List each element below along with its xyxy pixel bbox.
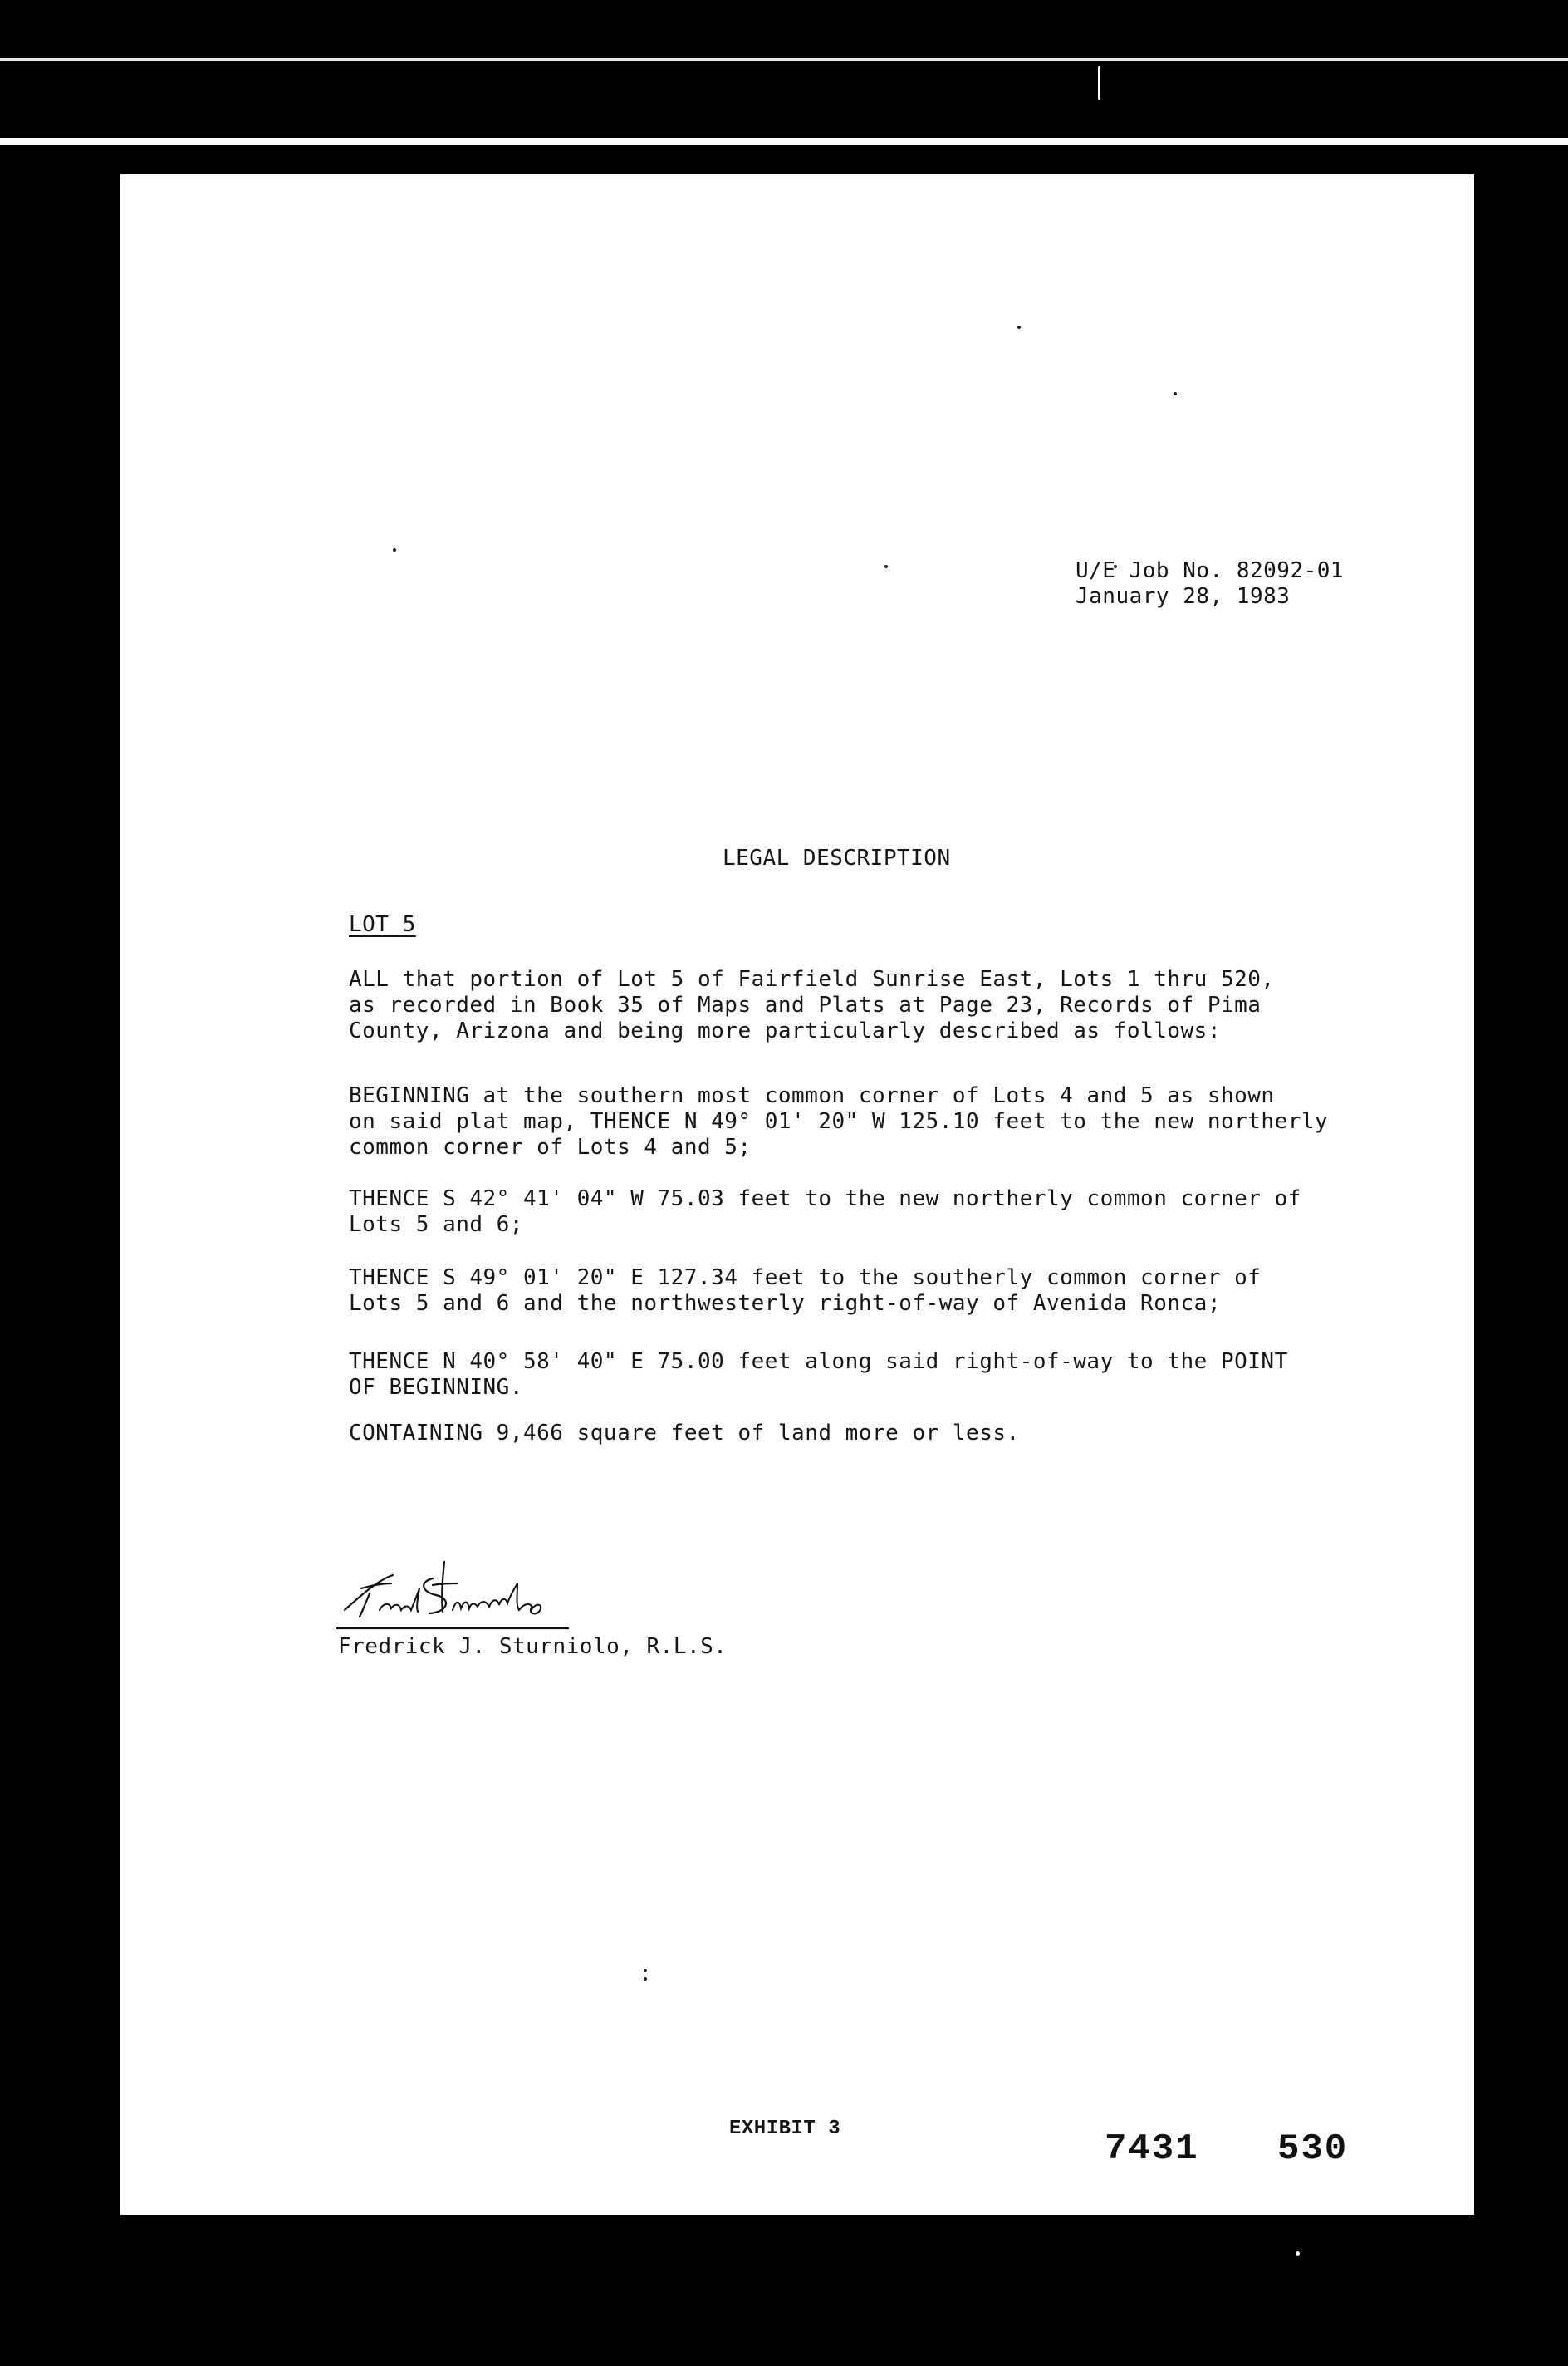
scan-edge-line-top <box>0 58 1568 61</box>
page-speck <box>1174 392 1177 395</box>
job-number: U/E Job No. 82092-01 <box>1076 558 1345 583</box>
page-number: 530 <box>1277 2128 1349 2170</box>
paragraph-portion: ALL that portion of Lot 5 of Fairfield Sunrise East, Lots 1 thru 520, as recorded in Book 35 of Maps and Plats at Page 23, Records of Pima County, Arizona and being more particularly described as follows: <box>349 967 1275 1043</box>
handwritten-signature <box>328 1545 577 1637</box>
scan-edge-line <box>0 138 1568 145</box>
job-info <box>1076 558 1344 610</box>
paragraph-containing: CONTAINING 9,466 square feet of land more or less. <box>349 1421 1020 1446</box>
scan-speck <box>1098 66 1100 100</box>
scan-speck <box>1296 2251 1300 2256</box>
page-speck <box>1017 326 1021 329</box>
page-speck <box>644 1969 647 1972</box>
page-speck <box>644 1977 647 1981</box>
paragraph-course-3: THENCE S 49° 01' 20" E 127.34 feet to the southerly common corner of Lots 5 and 6 and the northwesterly right-of-way of Avenida Ronca; <box>349 1265 1262 1316</box>
document-number: 7431 <box>1105 2128 1199 2170</box>
lot-heading: LOT 5 <box>349 912 416 937</box>
document-page <box>120 174 1474 2215</box>
paragraph-course-4: THENCE N 40° 58' 40" E 75.00 feet along said right-of-way to the POINT OF BEGINNING. <box>349 1349 1288 1400</box>
document-date: January 28, 1983 <box>1076 584 1291 609</box>
paragraph-beginning: BEGINNING at the southern most common corner of Lots 4 and 5 as shown on said plat map, THENCE N 49° 01' 20" W 125.10 feet to the new northerly common corner of Lots 4 and 5; <box>349 1083 1329 1160</box>
page-speck <box>393 548 396 552</box>
page-speck <box>884 565 888 568</box>
paragraph-course-2: THENCE S 42° 41' 04" W 75.03 feet to the new northerly common corner of Lots 5 and 6; <box>349 1186 1301 1237</box>
page-title: LEGAL DESCRIPTION <box>723 846 951 871</box>
signatory-name: Fredrick J. Sturniolo, R.L.S. <box>338 1634 728 1659</box>
exhibit-label: EXHIBIT 3 <box>729 2118 841 2140</box>
